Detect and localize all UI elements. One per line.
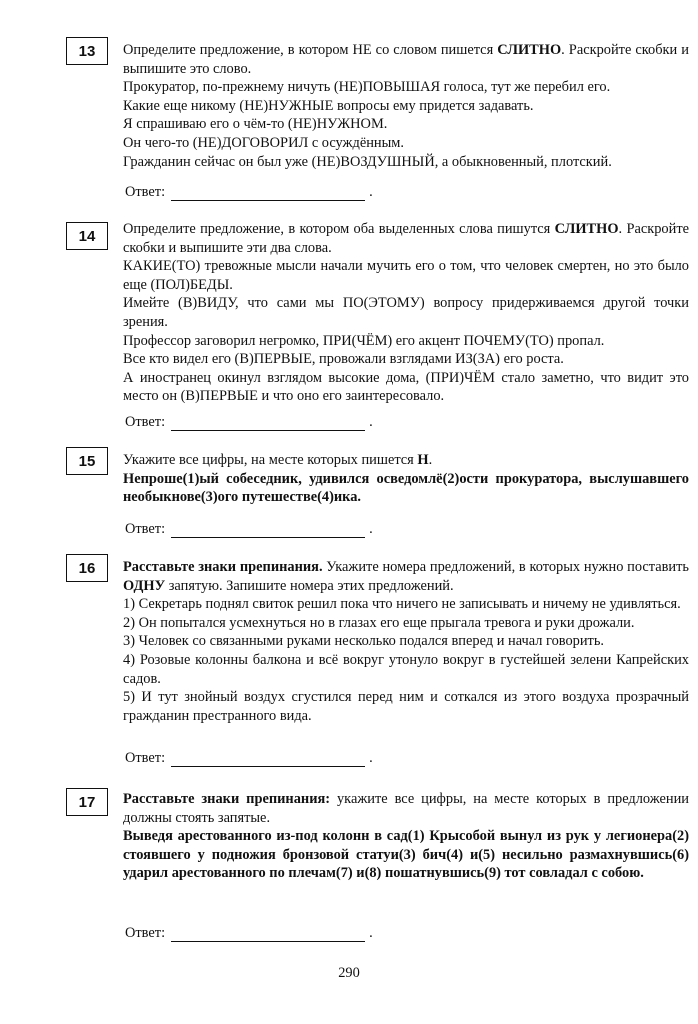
task-content [123,558,689,725]
task-number-box: 17 [66,788,108,816]
answer-field[interactable] [171,523,365,538]
sentence: Прокуратор, по-прежнему ничуть (НЕ)ПОВЫШАЯ голоса, тут же перебил его. [123,79,611,96]
task-instruction: Укажите все цифры, на месте которых пишется Н. [123,452,433,468]
sentence: Все кто видел его (В)ПЕРВЫЕ, провожали взглядами ИЗ(ЗА) его роста. [123,351,564,368]
task-number-box: 13 [66,37,108,65]
answer-field[interactable] [171,752,365,767]
sentence: Имейте (В)ВИДУ, что сами мы ПО(ЭТОМУ) вопросу придерживаемся другой точки зрения. [123,295,689,330]
answer-field[interactable] [171,927,365,942]
answer-label: Ответ: [125,414,166,430]
task-instruction: Определите предложение, в котором НЕ со словом пишется СЛИТНО. Раскройте скобки и выпишите это слово. [123,42,689,77]
answer-label: Ответ: [125,925,166,941]
sentence: Какие еще никому (НЕ)НУЖНЫЕ вопросы ему придется задавать. [123,97,534,114]
answer-label: Ответ: [125,184,166,200]
task-content [123,220,689,406]
answer-label: Ответ: [125,750,166,766]
task-number-box: 16 [66,554,108,582]
answer-line[interactable]: Ответ: . [125,184,373,200]
sentence: А иностранец окинул взглядом высокие дома, (ПРИ)ЧЁМ стало заметно, что видит это место он (В)ПЕРВЫЕ и что оно его заинтересовало. [123,369,689,405]
task-number-box: 15 [66,447,108,475]
answer-field[interactable] [171,416,365,431]
answer-line[interactable]: Ответ: . [125,414,373,430]
sentence: 3) Человек со связанными руками несколько подался вперед и начал говорить. [123,633,605,650]
sentence: Гражданин сейчас он был уже (НЕ)ВОЗДУШНЫЙ, а обыкновенный, плотский. [123,153,612,170]
task-text: Выведя арестованного из-под колонн в сад(1) Крысобой вынул из рук у легионера(2) стоявшего у подножия бронзовой статуи(3) бич(4) и(5) несильно размахнувшись(6) ударил арестованного по плечам(7) и(8) пошатнувшись(9) тот совладал с собою. [123,828,689,882]
sentence: Профессор заговорил негромко, ПРИ(ЧЁМ) его акцент ПОЧЕМУ(ТО) пропал. [123,332,605,349]
task-content [123,451,689,507]
answer-line[interactable]: Ответ: . [125,750,373,766]
task-text: Непроше(1)ый собеседник, удивился осведомлё(2)ости прокуратора, выслушавшего необыкнове(3)ого путешестве(4)ика. [123,470,689,506]
answer-field[interactable] [171,186,365,201]
sentence: 4) Розовые колонны балкона и всё вокруг утонуло вокруг в густейшей зелени Капрейских садов. [123,651,689,687]
sentence: 1) Секретарь поднял свиток решил пока что ничего не записывать и ничему не удивляться. [123,596,681,613]
sentence: Я спрашиваю его о чём-то (НЕ)НУЖНОМ. [123,116,388,133]
task-number-box: 14 [66,222,108,250]
sentence: Он чего-то (НЕ)ДОГОВОРИЛ с осуждённым. [123,134,404,151]
sentence: КАКИЕ(ТО) тревожные мысли начали мучить его о том, что человек смертен, но это было еще (ПОЛ)БЕДЫ. [123,258,689,293]
task-content [123,790,689,883]
task-content [123,41,689,171]
page-number: 290 [338,965,360,981]
sentence: 2) Он попытался усмехнуться но в глазах его еще прыгала тревога и руки дрожали. [123,614,635,631]
answer-label: Ответ: [125,521,166,537]
task-instruction: Определите предложение, в котором оба выделенных слова пишутся СЛИТНО. Раскройте скобки и выпишите эти два слова. [123,221,689,256]
task-instruction: Расставьте знаки препинания: укажите все цифры, на месте которых в предложении должны стоять запятые. [123,791,689,826]
answer-line[interactable]: Ответ: . [125,521,373,537]
answer-line[interactable]: Ответ: . [125,925,373,941]
task-instruction: Расставьте знаки препинания. Укажите номера предложений, в которых нужно поставить ОДНУ запятую. Запишите номера этих предложений. [123,559,689,594]
sentence: 5) И тут знойный воздух сгустился перед ним и соткался из этого воздуха прозрачный гражданин престранного вида. [123,689,689,724]
